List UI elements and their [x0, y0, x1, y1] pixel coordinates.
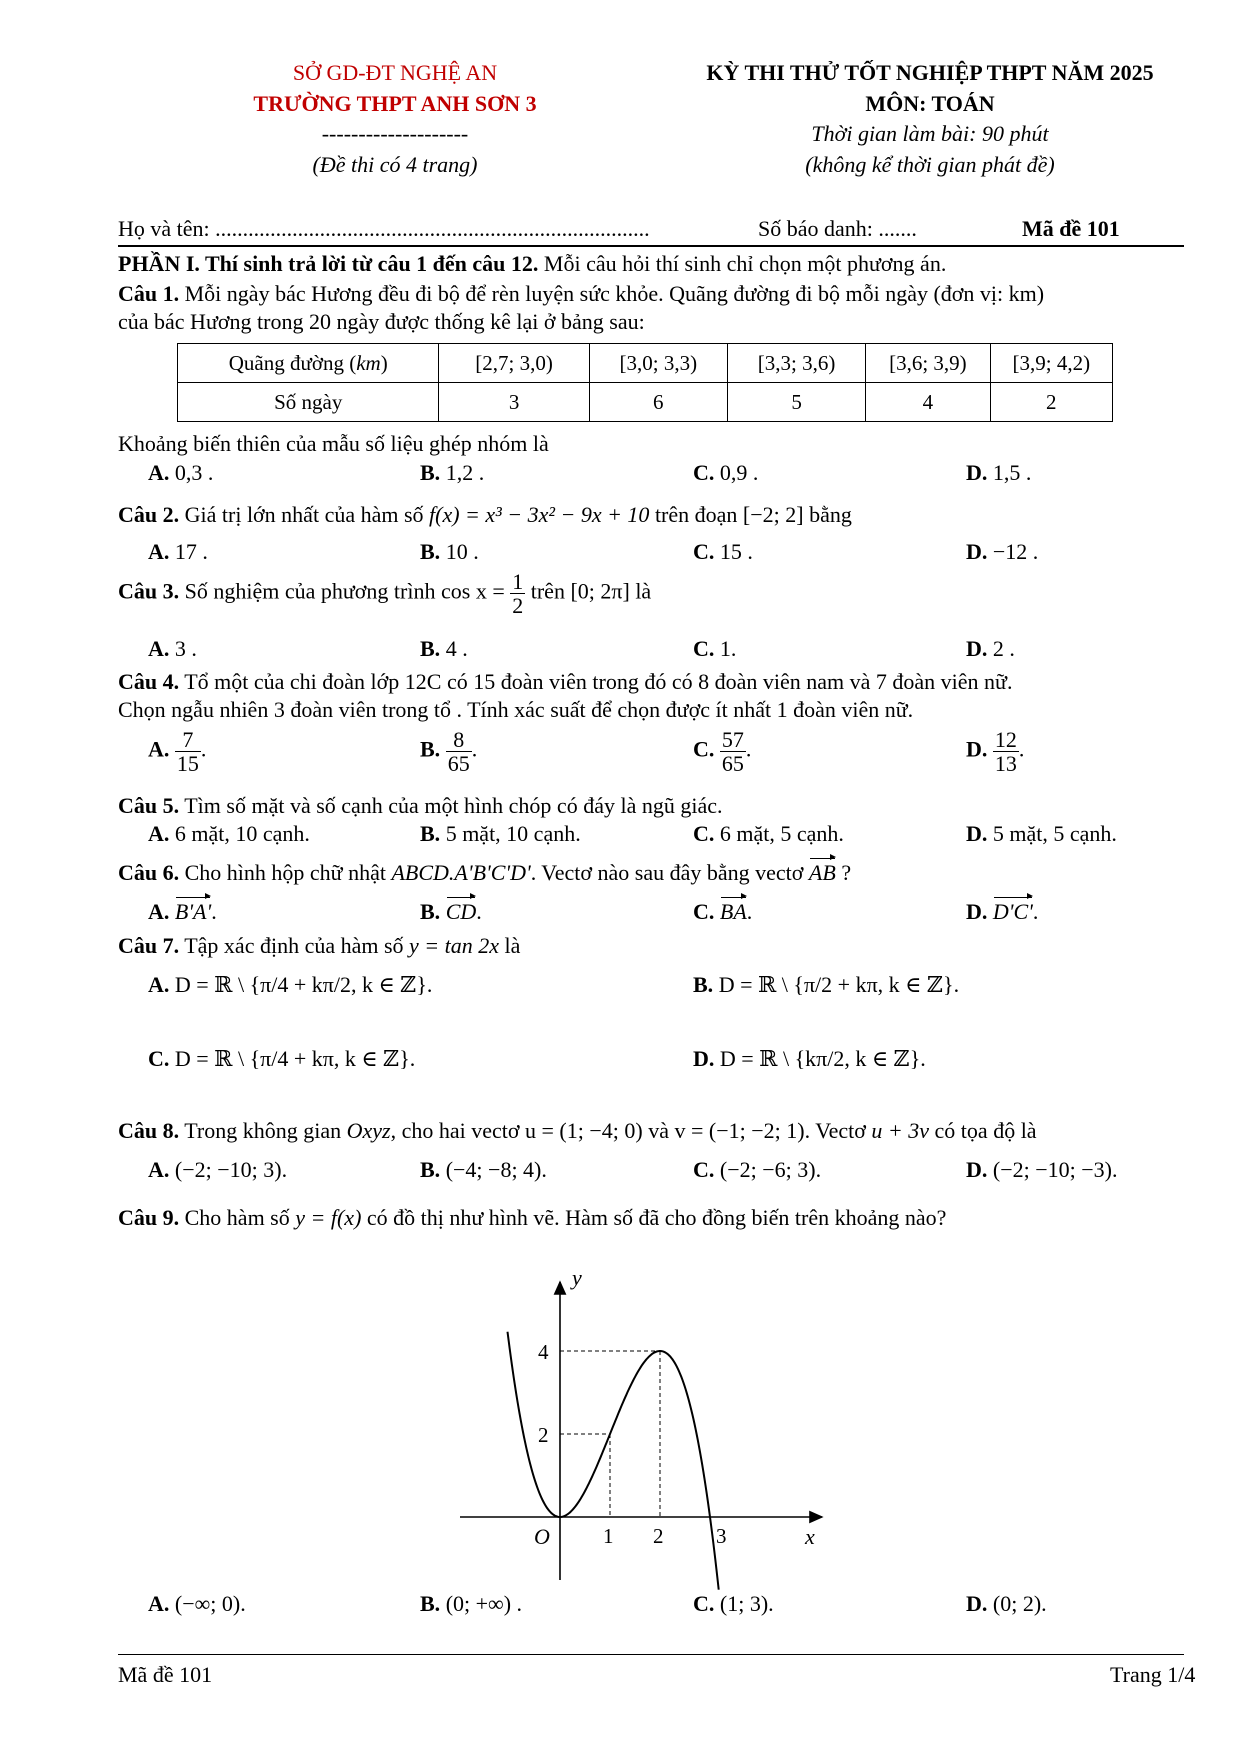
x-tick-3: 3 — [716, 1524, 727, 1548]
exam-title: KỲ THI THỬ TỐT NGHIỆP THPT NĂM 2025 — [706, 60, 1154, 85]
table-cell: 5 — [727, 383, 865, 422]
q6-answer-c: C. BA. — [693, 899, 753, 924]
q5-answer-d: D. 5 mặt, 5 cạnh. — [966, 821, 1117, 846]
table-cell: 4 — [866, 383, 990, 422]
q8-text: Câu 8. Trong không gian Oxyz, cho hai vectơ u = (1; −4; 0) và v = (−1; −2; 1). Vectơ u + 3v có tọa độ là — [118, 1118, 1037, 1143]
q7-answer-c: C. D = ℝ \ {π/4 + kπ, k ∈ ℤ}. — [148, 1046, 416, 1071]
part1-heading: PHẦN I. Thí sinh trả lời từ câu 1 đến câu 12. Mỗi câu hỏi thí sinh chỉ chọn một phương án. — [118, 251, 947, 276]
table-cell: 2 — [990, 383, 1112, 422]
q4-answer-d: D. $\frac{12}{13}$ . — [966, 727, 1025, 777]
q3-answer-d: D. 2 . — [966, 636, 1015, 661]
table-cell: [3,9; 4,2) — [990, 344, 1112, 383]
q4-answer-c: C. $\frac{57}{65}$ . — [693, 727, 752, 777]
q3-fraction: $\frac{1}{2}$ — [512, 569, 524, 619]
q4-answer-a: A. $\frac{7}{15}$ . — [148, 727, 207, 777]
q2-answer-b: B. 10 . — [420, 539, 479, 564]
q3-answer-a: A. 3 . — [148, 636, 197, 661]
q6-answer-a: A. B'A'. — [148, 899, 217, 924]
x-tick-2: 2 — [653, 1524, 664, 1548]
table-cell: 6 — [589, 383, 727, 422]
q2-answer-a: A. 17 . — [148, 539, 208, 564]
q3-answer-c: C. 1. — [693, 636, 737, 661]
footer-page-number: Trang 1/4 — [1110, 1662, 1196, 1687]
exam-time: Thời gian làm bài: 90 phút — [811, 121, 1049, 146]
table-cell: [2,7; 3,0) — [439, 344, 589, 383]
dept-name: SỞ GD-ĐT NGHỆ AN — [292, 60, 498, 85]
table-cell: 3 — [439, 383, 589, 422]
y-tick-4: 4 — [538, 1340, 549, 1364]
q9-function-graph — [450, 1260, 840, 1600]
q9-answer-b: B. (0; +∞) . — [420, 1591, 523, 1616]
header-divider — [118, 245, 1184, 247]
q5-answer-a: A. 6 mặt, 10 cạnh. — [148, 821, 310, 846]
q6-text: Câu 6. Cho hình hộp chữ nhật ABCD.A'B'C'D'. Vectơ nào sau đây bằng vectơ AB ? — [118, 860, 852, 885]
x-tick-1: 1 — [603, 1524, 614, 1548]
table-row — [178, 344, 1113, 383]
y-axis-label: y — [572, 1265, 582, 1290]
q9-answer-d: D. (0; 2). — [966, 1591, 1047, 1616]
exam-time-note: (không kể thời gian phát đề) — [805, 152, 1055, 177]
origin-label: O — [534, 1524, 550, 1549]
q8-answer-b: B. (−4; −8; 4). — [420, 1157, 547, 1182]
q6-answer-b: B. CD. — [420, 899, 482, 924]
exam-code: Mã đề 101 — [1022, 216, 1120, 241]
q5-answer-c: C. 6 mặt, 5 cạnh. — [693, 821, 844, 846]
q1-line2: của bác Hương trong 20 ngày được thống kê lại ở bảng sau: — [118, 309, 645, 334]
q9-text: Câu 9. Cho hàm số y = f(x) có đồ thị như hình vẽ. Hàm số đã cho đồng biến trên khoảng nào? — [118, 1205, 947, 1230]
q1-data-table — [177, 343, 1113, 422]
q7-text: Câu 7. Tập xác định của hàm số y = tan 2x là — [118, 933, 521, 958]
q5-text: Câu 5. Tìm số mặt và số cạnh của một hình chóp có đáy là ngũ giác. — [118, 793, 723, 818]
subject: MÔN: TOÁN — [865, 91, 995, 116]
table-cell: [3,6; 3,9) — [866, 344, 990, 383]
q1-answer-c: C. 0,9 . — [693, 460, 759, 485]
q8-answer-c: C. (−2; −6; 3). — [693, 1157, 822, 1182]
q8-answer-a: A. (−2; −10; 3). — [148, 1157, 288, 1182]
candidate-id-field: Số báo danh: ....... — [758, 216, 917, 241]
q7-answer-d: D. D = ℝ \ {kπ/2, k ∈ ℤ}. — [693, 1046, 926, 1071]
q1-answer-d: D. 1,5 . — [966, 460, 1032, 485]
school-name: TRƯỜNG THPT ANH SƠN 3 — [253, 91, 537, 116]
table-row — [178, 383, 1113, 422]
candidate-name-field: Họ và tên: ............................................................................... — [118, 216, 650, 241]
y-tick-2: 2 — [538, 1423, 549, 1447]
q3-answer-b: B. 4 . — [420, 636, 468, 661]
q8-answer-d: D. (−2; −10; −3). — [966, 1157, 1118, 1182]
q4-line2: Chọn ngẫu nhiên 3 đoàn viên trong tổ . Tính xác suất để chọn được ít nhất 1 đoàn viên nữ. — [118, 697, 914, 722]
q1-line1: Câu 1. Mỗi ngày bác Hương đều đi bộ để rèn luyện sức khỏe. Quãng đường đi bộ mỗi ngày (đơn vị: km) — [118, 281, 1045, 306]
q4-answer-b: B. $\frac{8}{65}$ . — [420, 727, 478, 777]
q1-answer-a: A. 0,3 . — [148, 460, 214, 485]
q9-answer-a: A. (−∞; 0). — [148, 1591, 246, 1616]
pages-note: (Đề thi có 4 trang) — [312, 152, 478, 177]
q1-question: Khoảng biến thiên của mẫu số liệu ghép nhóm là — [118, 431, 549, 456]
q5-answer-b: B. 5 mặt, 10 cạnh. — [420, 821, 581, 846]
table-cell: [3,0; 3,3) — [589, 344, 727, 383]
q1-answer-b: B. 1,2 . — [420, 460, 485, 485]
footer-exam-code: Mã đề 101 — [118, 1662, 213, 1687]
table-cell: [3,3; 3,6) — [727, 344, 865, 383]
q9-answer-c: C. (1; 3). — [693, 1591, 774, 1616]
q2-answer-d: D. −12 . — [966, 539, 1039, 564]
q7-answer-a: A. D = ℝ \ {π/4 + kπ/2, k ∈ ℤ}. — [148, 972, 433, 997]
header-dashes: -------------------- — [321, 121, 469, 146]
q7-answer-b: B. D = ℝ \ {π/2 + kπ, k ∈ ℤ}. — [693, 972, 960, 997]
table-header-distance: Quãng đường (km) — [178, 344, 439, 383]
q3-text: Câu 3. Số nghiệm của phương trình cos x = $\frac{1}{2}$ trên [0; 2π] là — [118, 569, 652, 619]
x-axis-label: x — [805, 1524, 815, 1549]
q2-text: Câu 2. Giá trị lớn nhất của hàm số f(x) = x³ − 3x² − 9x + 10 trên đoạn [−2; 2] bằng — [118, 502, 852, 527]
q6-answer-d: D. D'C'. — [966, 899, 1039, 924]
footer-divider — [118, 1654, 1184, 1655]
q4-line1: Câu 4. Tổ một của chi đoàn lớp 12C có 15 đoàn viên trong đó có 8 đoàn viên nam và 7 đoàn viên nữ. — [118, 669, 1013, 694]
function-curve — [508, 1332, 719, 1590]
table-header-days: Số ngày — [178, 383, 439, 422]
q2-answer-c: C. 15 . — [693, 539, 753, 564]
